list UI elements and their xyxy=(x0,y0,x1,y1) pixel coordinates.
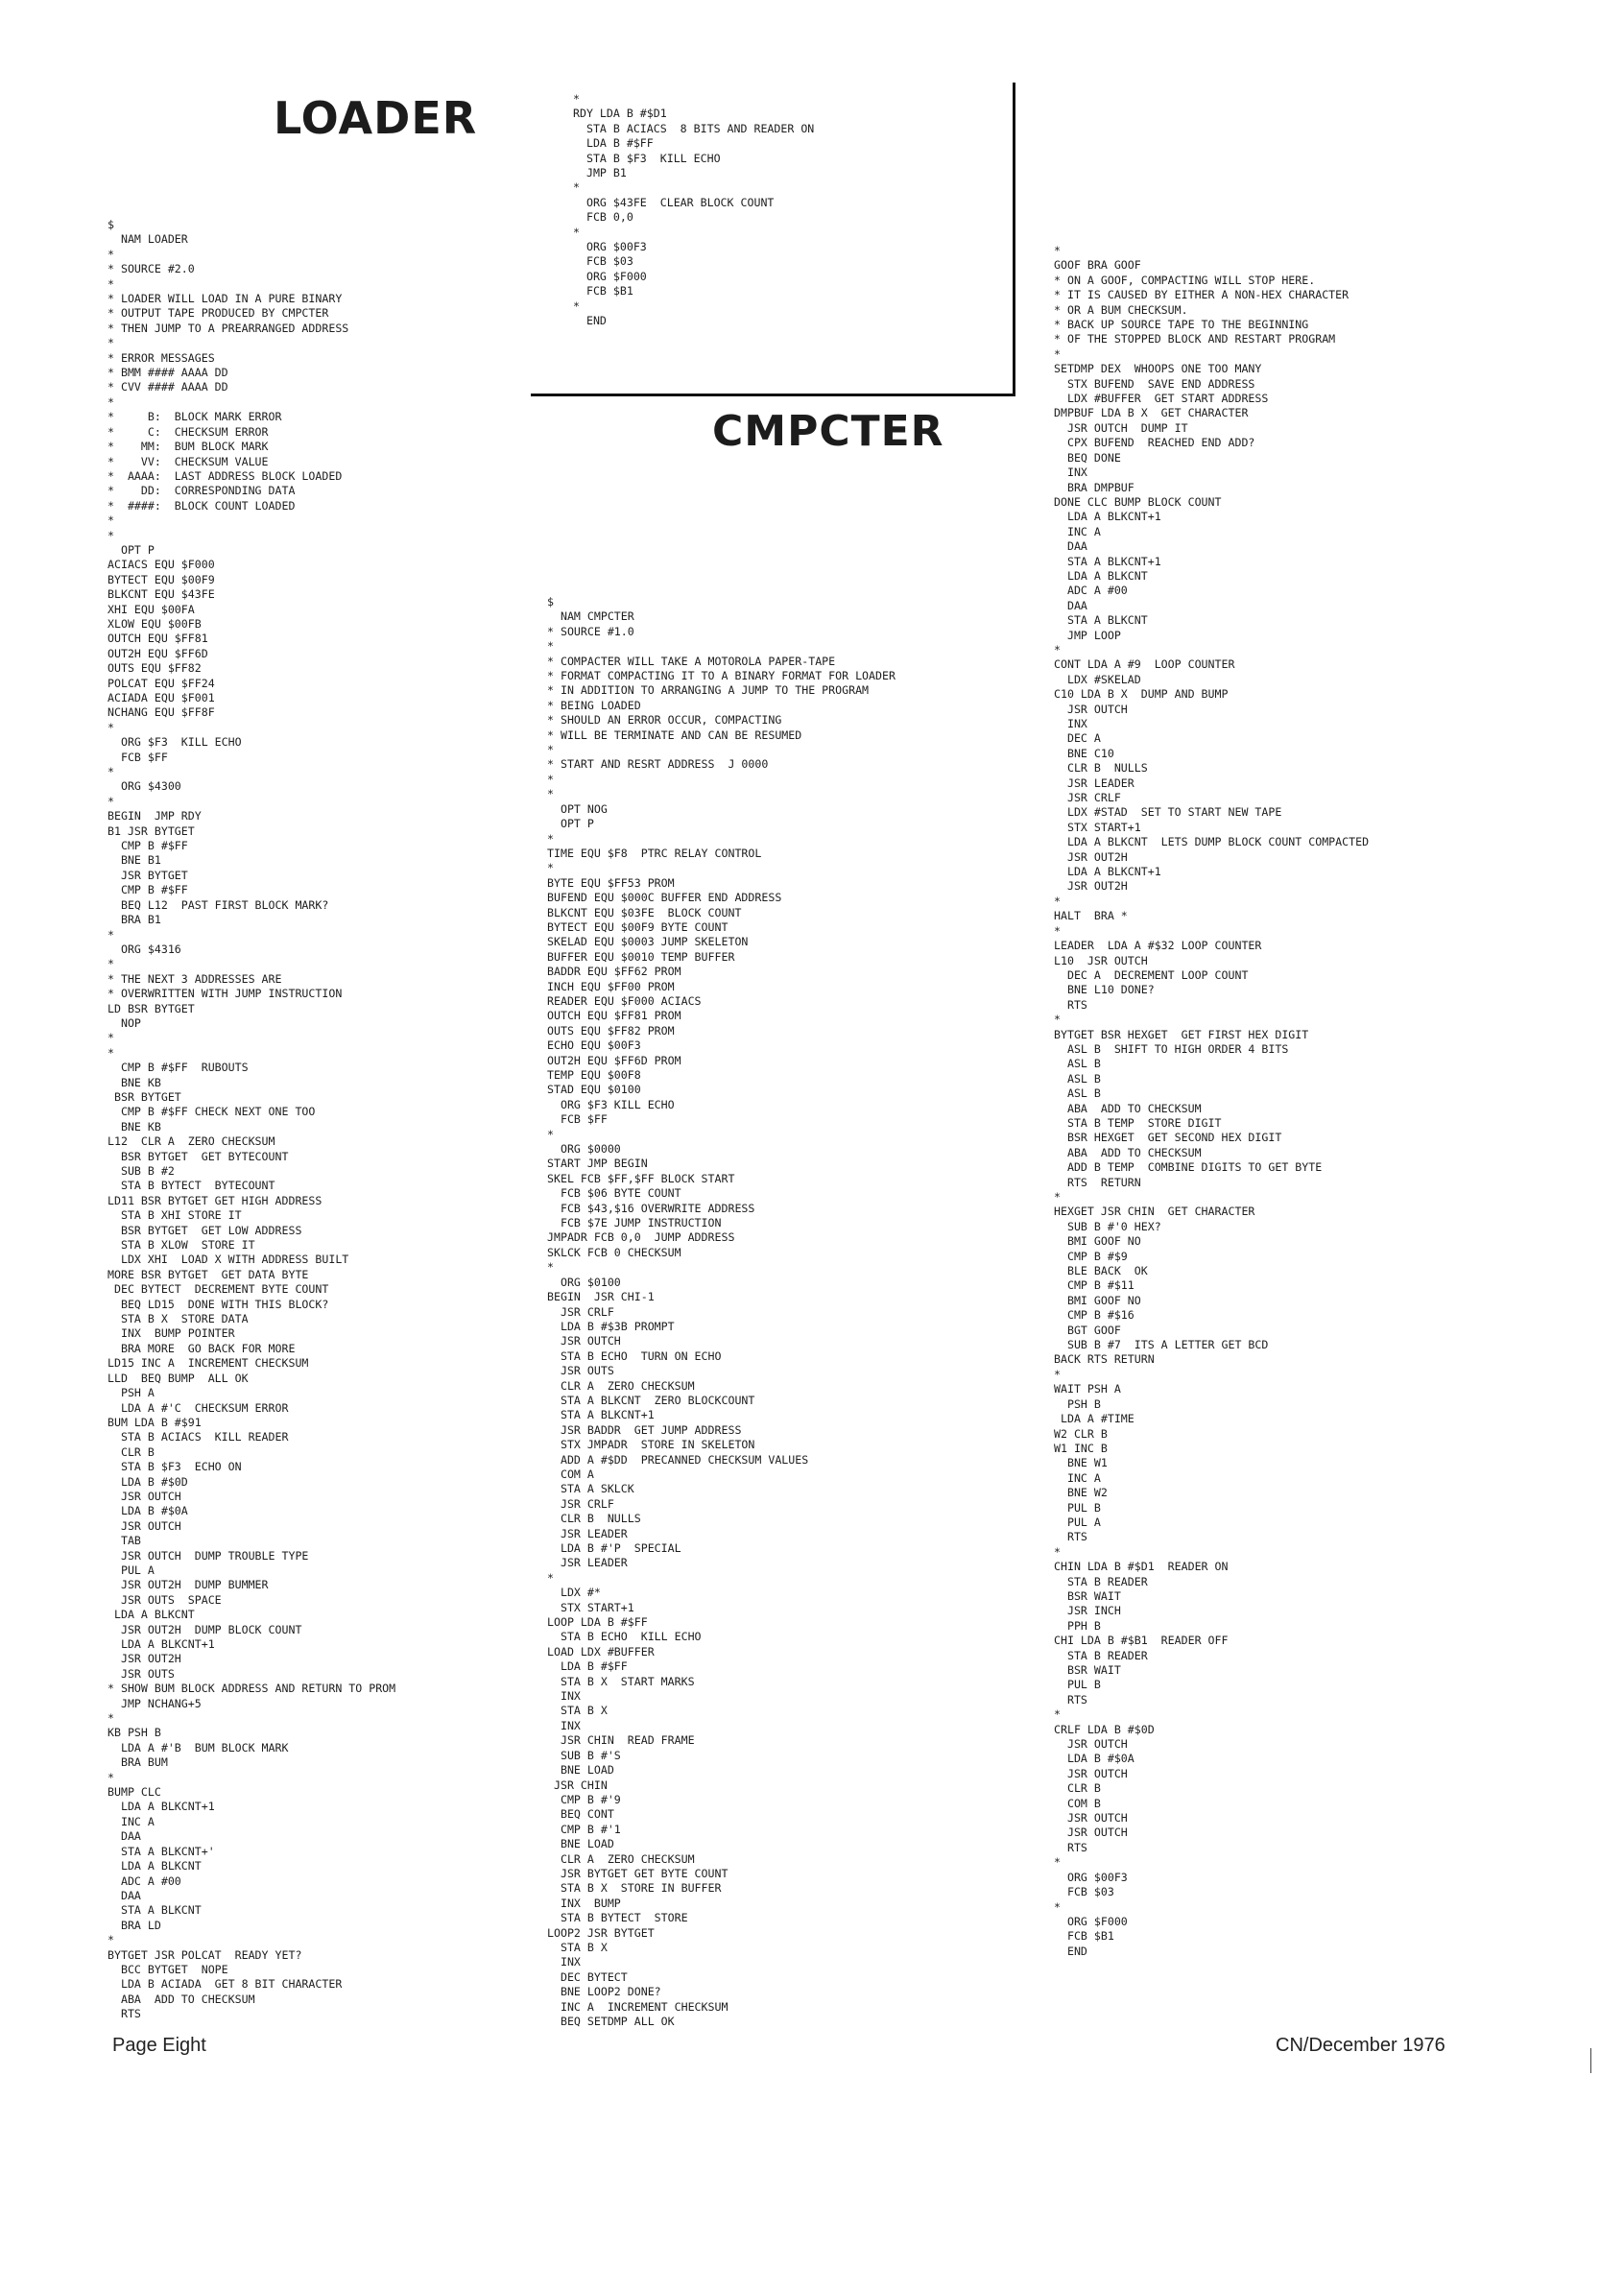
cmpcter-listing-continued: * GOOF BRA GOOF * ON A GOOF, COMPACTING WILL STOP HERE. * IT IS CAUSED BY EITHER A NON-HEX CHARACTER * OR A BUM CHECKSUM. * BACK UP SOURCE TAPE TO THE BEGINNING * OF THE STOPPED BLOCK AND RESTART PROGRAM * SETDMP DEX WHOOPS ONE TOO MANY STX BUFEND SAVE END ADDRESS LDX #BUFFER GET START ADDRESS DMPBUF LDA B X GET CHARACTER JSR OUTCH DUMP IT CPX BUFEND REACHED END ADD? BEQ DONE INX BRA DMPBUF DONE CLC BUMP BLOCK COUNT LDA A BLKCNT+1 INC A DAA STA A BLKCNT+1 LDA A BLKCNT ADC A #00 DAA STA A BLKCNT JMP LOOP * CONT LDA A #9 LOOP COUNTER LDX #SKELAD C10 LDA B X DUMP AND BUMP JSR OUTCH INX DEC A BNE C10 CLR B NULLS JSR LEADER JSR CRLF LDX #STAD SET TO START NEW TAPE STX START+1 LDA A BLKCNT LETS DUMP BLOCK COUNT COMPACTED JSR OUT2H LDA A BLKCNT+1 JSR OUT2H * HALT BRA * * LEADER LDA A #$32 LOOP COUNTER L10 JSR OUTCH DEC A DECREMENT LOOP COUNT BNE L10 DONE? RTS * BYTGET BSR HEXGET GET FIRST HEX DIGIT ASL B SHIFT TO HIGH ORDER 4 BITS ASL B ASL B ASL B ABA ADD TO CHECKSUM STA B TEMP STORE DIGIT BSR HEXGET GET SECOND HEX DIGIT ABA ADD TO CHECKSUM ADD B TEMP COMBINE DIGITS TO GET BYTE RTS RETURN * HEXGET JSR CHIN GET CHARACTER SUB B #'0 HEX? BMI GOOF NO CMP B #$9 BLE BACK OK CMP B #$11 BMI GOOF NO CMP B #$16 BGT GOOF SUB B #7 ITS A LETTER GET BCD BACK RTS RETURN * WAIT PSH A PSH B LDA A #TIME W2 CLR B W1 INC B BNE W1 INC A BNE W2 PUL B PUL A RTS * CHIN LDA B #$D1 READER ON STA B READER BSR WAIT JSR INCH PPH B CHI LDA B #$B1 READER OFF STA B READER BSR WAIT PUL B RTS * CRLF LDA B #$0D JSR OUTCH LDA B #$0A JSR OUTCH CLR B COM B JSR OUTCH JSR OUTCH RTS * ORG $00F3 FCB $03 * ORG $F000 FCB $B1 END xyxy=(1054,244,1370,1958)
cmpcter-title: CMPCTER xyxy=(712,407,944,456)
cmpcter-listing: $ NAM CMPCTER * SOURCE #1.0 * * COMPACTER WILL TAKE A MOTOROLA PAPER-TAPE * FORMAT COMPACTING IT TO A BINARY FORMAT FOR LOADER * IN ADDITION TO ARRANGING A JUMP TO THE PROGRAM * BEING LOADED * SHOULD AN ERROR OCCUR, COMPACTING * WILL BE TERMINATE AND CAN BE RESUMED * * START AND RESRT ADDRESS J 0000 * * OPT NOG OPT P * TIME EQU $F8 PTRC RELAY CONTROL * BYTE EQU $FF53 PROM BUFEND EQU $000C BUFFER END ADDRESS BLKCNT EQU $03FE BLOCK COUNT BYTECT EQU $00F9 BYTE COUNT SKELAD EQU $0003 JUMP SKELETON BUFFER EQU $0010 TEMP BUFFER BADDR EQU $FF62 PROM INCH EQU $FF00 PROM READER EQU $F000 ACIACS OUTCH EQU $FF81 PROM OUTS EQU $FF82 PROM ECHO EQU $00F3 OUT2H EQU $FF6D PROM TEMP EQU $00F8 STAD EQU $0100 ORG $F3 KILL ECHO FCB $FF * ORG $0000 START JMP BEGIN SKEL FCB $FF,$FF BLOCK START FCB $06 BYTE COUNT FCB $43,$16 OVERWRITE ADDRESS FCB $7E JUMP INSTRUCTION JMPADR FCB 0,0 JUMP ADDRESS SKLCK FCB 0 CHECKSUM * ORG $0100 BEGIN JSR CHI-1 JSR CRLF LDA B #$3B PROMPT JSR OUTCH STA B ECHO TURN ON ECHO JSR OUTS CLR A ZERO CHECKSUM STA A BLKCNT ZERO BLOCKCOUNT STA A BLKCNT+1 JSR BADDR GET JUMP ADDRESS STX JMPADR STORE IN SKELETON ADD A #$DD PRECANNED CHECKSUM VALUES COM A STA A SKLCK JSR CRLF CLR B NULLS JSR LEADER LDA B #'P SPECIAL JSR LEADER * LDX #* STX START+1 LOOP LDA B #$FF STA B ECHO KILL ECHO LOAD LDX #BUFFER LDA B #$FF STA B X START MARKS INX STA B X INX JSR CHIN READ FRAME SUB B #'S BNE LOAD JSR CHIN CMP B #'9 BEQ CONT CMP B #'1 BNE LOAD CLR A ZERO CHECKSUM JSR BYTGET GET BYTE COUNT STA B X STORE IN BUFFER INX BUMP STA B BYTECT STORE LOOP2 JSR BYTGET STA B X INX DEC BYTECT BNE LOOP2 DONE? INC A INCREMENT CHECKSUM BEQ SETDMP ALL OK xyxy=(547,595,896,2028)
loader-listing: $ NAM LOADER * * SOURCE #2.0 * * LOADER WILL LOAD IN A PURE BINARY * OUTPUT TAPE PRODUCED BY CMPCTER * THEN JUMP TO A PREARRANGED ADDRESS * * ERROR MESSAGES * BMM #### AAAA DD * CVV #### AAAA DD * * B: BLOCK MARK ERROR * C: CHECKSUM ERROR * MM: BUM BLOCK MARK * VV: CHECKSUM VALUE * AAAA: LAST ADDRESS BLOCK LOADED * DD: CORRESPONDING DATA * ####: BLOCK COUNT LOADED * * OPT P ACIACS EQU $F000 BYTECT EQU $00F9 BLKCNT EQU $43FE XHI EQU $00FA XLOW EQU $00FB OUTCH EQU $FF81 OUT2H EQU $FF6D OUTS EQU $FF82 POLCAT EQU $FF24 ACIADA EQU $F001 NCHANG EQU $FF8F * ORG $F3 KILL ECHO FCB $FF * ORG $4300 * BEGIN JMP RDY B1 JSR BYTGET CMP B #$FF BNE B1 JSR BYTGET CMP B #$FF BEQ L12 PAST FIRST BLOCK MARK? BRA B1 * ORG $4316 * * THE NEXT 3 ADDRESSES ARE * OVERWRITTEN WITH JUMP INSTRUCTION LD BSR BYTGET NOP * * CMP B #$FF RUBOUTS BNE KB BSR BYTGET CMP B #$FF CHECK NEXT ONE TOO BNE KB L12 CLR A ZERO CHECKSUM BSR BYTGET GET BYTECOUNT SUB B #2 STA B BYTECT BYTECOUNT LD11 BSR BYTGET GET HIGH ADDRESS STA B XHI STORE IT BSR BYTGET GET LOW ADDRESS STA B XLOW STORE IT LDX XHI LOAD X WITH ADDRESS BUILT MORE BSR BYTGET GET DATA BYTE DEC BYTECT DECREMENT BYTE COUNT BEQ LD15 DONE WITH THIS BLOCK? STA B X STORE DATA INX BUMP POINTER BRA MORE GO BACK FOR MORE LD15 INC A INCREMENT CHECKSUM LLD BEQ BUMP ALL OK PSH A LDA A #'C CHECKSUM ERROR BUM LDA B #$91 STA B ACIACS KILL READER CLR B STA B $F3 ECHO ON LDA B #$0D JSR OUTCH LDA B #$0A JSR OUTCH TAB JSR OUTCH DUMP TROUBLE TYPE PUL A JSR OUT2H DUMP BUMMER JSR OUTS SPACE LDA A BLKCNT JSR OUT2H DUMP BLOCK COUNT LDA A BLKCNT+1 JSR OUT2H JSR OUTS * SHOW BUM BLOCK ADDRESS AND RETURN TO PROM JMP NCHANG+5 * KB PSH B LDA A #'B BUM BLOCK MARK BRA BUM * BUMP CLC LDA A BLKCNT+1 INC A DAA STA A BLKCNT+' LDA A BLKCNT ADC A #00 DAA STA A BLKCNT BRA LD * BYTGET JSR POLCAT READY YET? BCC BYTGET NOPE LDA B ACIADA GET 8 BIT CHARACTER ABA ADD TO CHECKSUM RTS xyxy=(107,218,396,2021)
section-divider-vertical xyxy=(1013,83,1015,395)
loader-title: LOADER xyxy=(274,92,478,144)
margin-mark xyxy=(1590,2048,1591,2073)
loader-listing-continued: * RDY LDA B #$D1 STA B ACIACS 8 BITS AND READER ON LDA B #$FF STA B $F3 KILL ECHO JMP B1 * ORG $43FE CLEAR BLOCK COUNT FCB 0,0 * ORG $00F3 FCB $03 ORG $F000 FCB $B1 * END xyxy=(573,92,815,328)
page-number: Page Eight xyxy=(112,2035,206,2056)
section-divider-horizontal xyxy=(531,394,1015,396)
issue-date: CN/December 1976 xyxy=(1276,2035,1445,2056)
